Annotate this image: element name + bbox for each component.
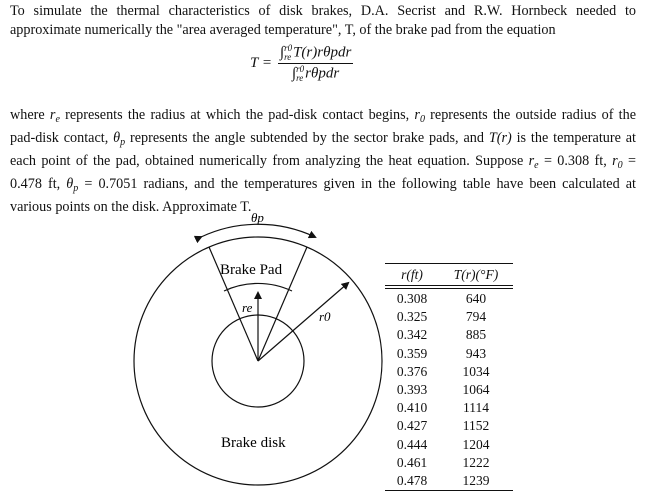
denominator-integrand: rθpdr	[305, 65, 340, 82]
lower-limit: re	[284, 52, 292, 62]
lower-limit: re	[296, 73, 304, 83]
intro-paragraph	[10, 2, 636, 40]
pad-inner-arc	[224, 283, 292, 291]
upper-limit: r0	[296, 64, 305, 74]
table-row: 0.359 943	[396, 345, 487, 361]
table-row: 0.478 1239	[396, 472, 490, 488]
theta-arc	[201, 224, 315, 237]
table-row: 0.444 1204	[396, 436, 490, 452]
re-label: re	[242, 300, 253, 315]
table-row: 0.376 1034	[396, 363, 490, 379]
table-row: 0.325 794	[396, 309, 487, 325]
table-header	[385, 263, 513, 286]
integral-sign: ∫	[292, 65, 297, 82]
theta-label: θp	[251, 210, 264, 225]
brake-disk-label: Brake disk	[221, 435, 286, 451]
integral-sign: ∫	[279, 44, 285, 61]
table-row: 0.461 1222	[396, 454, 490, 470]
header-radius: r(ft)	[401, 267, 423, 282]
upper-limit: r0	[284, 43, 293, 53]
brake-pad-label: Brake Pad	[220, 262, 283, 278]
table-row: 0.427 1152	[396, 418, 490, 434]
table-row: 0.342 885	[396, 327, 487, 343]
area-averaged-temperature-equation	[250, 44, 353, 83]
numerator-integrand: T(r)rθpdr	[293, 44, 352, 61]
temperature-table	[385, 263, 513, 491]
table-body	[385, 286, 513, 491]
equation-fraction	[278, 44, 353, 83]
brake-disk-diagram	[120, 205, 390, 489]
intro-text: To simulate the thermal characteristics of disk brakes, D.A. Secrist and R.W. Hornbeck needed to approximate numerically the "area averaged temperature", T, of the brake pad from the equation	[10, 3, 636, 38]
equation-numerator	[278, 44, 353, 64]
equation-denominator	[290, 64, 341, 83]
header-temperature: T(r)(°F)	[453, 267, 499, 282]
table-row: 0.308 640	[396, 291, 487, 306]
r0-label: r0	[319, 309, 331, 324]
table-row: 0.393 1064	[396, 381, 490, 397]
equation-lhs: T =	[250, 55, 272, 71]
table-row: 0.410 1114	[396, 400, 489, 416]
body-paragraph: where $r_e$ represents the radius at which the pad-disk contact begins, $r_0$ represents the outside radius of the pad-disk contact, $\theta_p$ represents the angle subtended by the sector brake pads, and T(r) is the temperature at each point of the pad, obtained numerically from analyzing the heat equation. Suppose $r_e = 0.308$ ft, $r_0 = 0.478$ ft, $\theta_p = 0.7051$ radians, and the temperatures given in the following table have been calculated at various points on the disk. Approximate T.	[10, 107, 636, 215]
